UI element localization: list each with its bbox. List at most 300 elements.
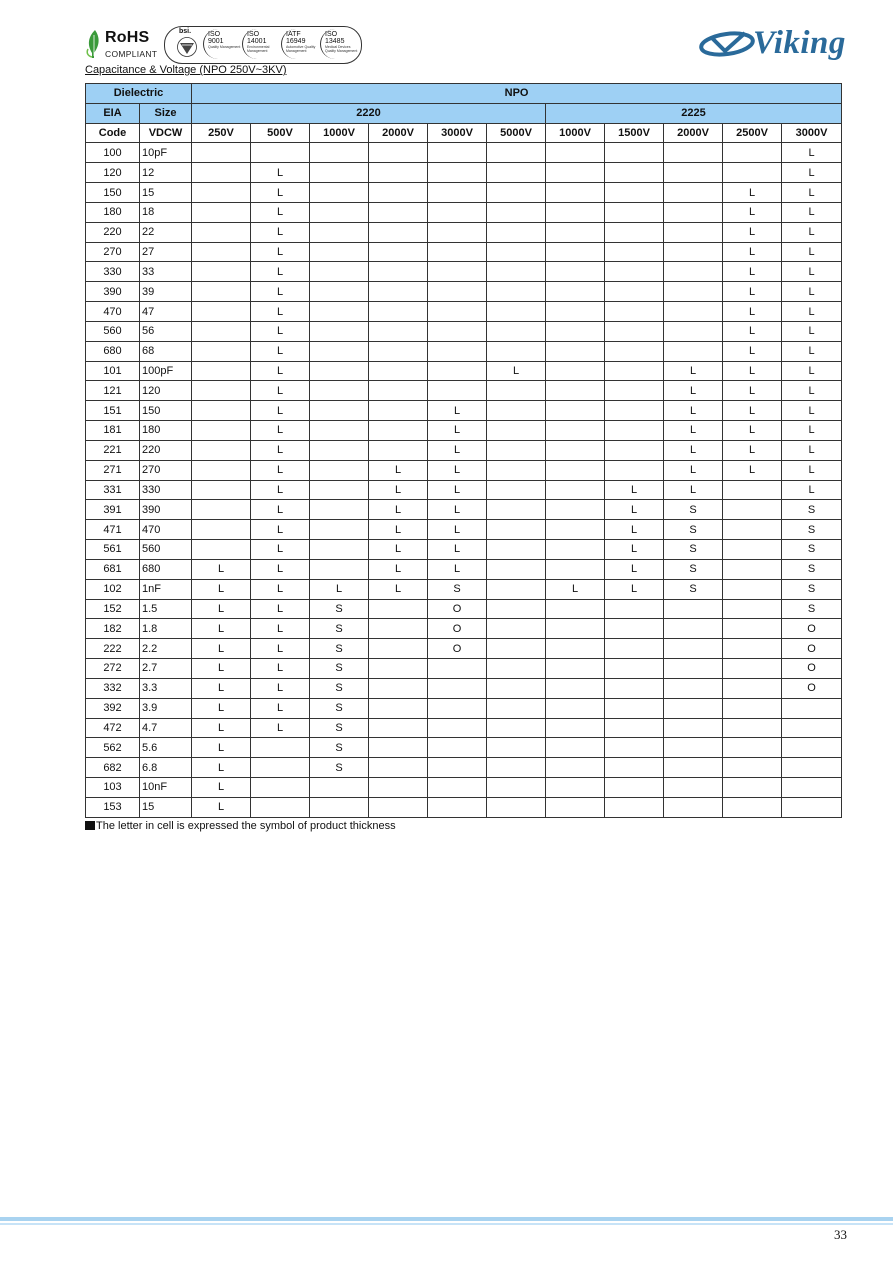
table-row [86, 639, 842, 659]
footer-band [0, 1217, 893, 1221]
thickness-cell [428, 222, 487, 242]
eia-code-cell: 270 [86, 242, 140, 262]
thickness-cell: L [782, 222, 842, 242]
cert-subtitle: Quality Management [208, 45, 241, 49]
thickness-cell [428, 143, 487, 163]
thickness-cell: L [369, 579, 428, 599]
thickness-cell [310, 540, 369, 560]
thickness-cell: L [369, 540, 428, 560]
capacitance-cell: 68 [140, 341, 192, 361]
thickness-cell [546, 460, 605, 480]
thickness-cell: L [664, 381, 723, 401]
thickness-cell: L [782, 202, 842, 222]
leaf-icon [86, 29, 102, 59]
thickness-cell: L [782, 421, 842, 441]
thickness-cell [546, 639, 605, 659]
thickness-cell [369, 639, 428, 659]
cert-subtitle: Automotive Quality Management [286, 45, 316, 53]
eia-code-cell: 100 [86, 143, 140, 163]
thickness-cell [782, 718, 842, 738]
capacitance-cell: 47 [140, 302, 192, 322]
table-row [86, 242, 842, 262]
eia-code-cell: 472 [86, 718, 140, 738]
thickness-cell: S [782, 599, 842, 619]
eia-code-cell: 222 [86, 639, 140, 659]
thickness-cell [546, 738, 605, 758]
table-row [86, 659, 842, 679]
thickness-cell [723, 520, 782, 540]
thickness-cell: S [310, 599, 369, 619]
thickness-cell [369, 262, 428, 282]
capacitance-cell: 330 [140, 480, 192, 500]
thickness-cell [605, 659, 664, 679]
page-header [84, 24, 849, 64]
thickness-cell: L [428, 421, 487, 441]
thickness-cell: L [192, 777, 251, 797]
thickness-cell [605, 222, 664, 242]
thickness-cell: L [428, 460, 487, 480]
thickness-cell: L [192, 639, 251, 659]
thickness-cell: L [428, 500, 487, 520]
thickness-cell [782, 738, 842, 758]
size-2220: 2220 [192, 103, 546, 123]
thickness-cell [310, 440, 369, 460]
thickness-cell [723, 659, 782, 679]
thickness-cell: S [782, 559, 842, 579]
thickness-cell: L [251, 321, 310, 341]
thickness-cell: L [369, 480, 428, 500]
thickness-cell [192, 421, 251, 441]
cert-number: 14001 [247, 38, 267, 45]
thickness-cell: L [251, 599, 310, 619]
capacitance-cell: 33 [140, 262, 192, 282]
vdcw-label: VDCW [140, 123, 192, 143]
voltage-header: 3000V [782, 123, 842, 143]
thickness-cell [723, 500, 782, 520]
thickness-cell: L [251, 421, 310, 441]
thickness-cell [546, 500, 605, 520]
capacitance-cell: 3.9 [140, 698, 192, 718]
capacitance-cell: 100pF [140, 361, 192, 381]
thickness-cell [428, 202, 487, 222]
table-row [86, 163, 842, 183]
voltage-header: 2500V [723, 123, 782, 143]
thickness-cell [664, 659, 723, 679]
voltage-header: 5000V [487, 123, 546, 143]
thickness-cell [664, 678, 723, 698]
thickness-cell [664, 758, 723, 778]
thickness-cell [605, 143, 664, 163]
cert-number: 16949 [286, 38, 306, 45]
thickness-cell [723, 619, 782, 639]
thickness-cell: L [369, 520, 428, 540]
thickness-cell: L [605, 500, 664, 520]
thickness-cell [192, 440, 251, 460]
capacitance-cell: 27 [140, 242, 192, 262]
table-row [86, 460, 842, 480]
capacitance-cell: 15 [140, 183, 192, 203]
thickness-cell [487, 302, 546, 322]
thickness-cell: L [605, 520, 664, 540]
thickness-cell [605, 321, 664, 341]
thickness-cell [782, 777, 842, 797]
thickness-cell [605, 381, 664, 401]
cert-title: ISO [325, 31, 338, 38]
thickness-cell: S [664, 520, 723, 540]
thickness-cell: L [782, 401, 842, 421]
thickness-cell: L [723, 202, 782, 222]
cert-iso-9001 [203, 29, 243, 59]
thickness-cell [605, 341, 664, 361]
thickness-cell: S [782, 540, 842, 560]
thickness-cell [723, 540, 782, 560]
thickness-cell [192, 143, 251, 163]
thickness-cell: L [782, 183, 842, 203]
thickness-cell: S [310, 698, 369, 718]
table-row [86, 619, 842, 639]
thickness-cell [664, 242, 723, 262]
eia-code-cell: 150 [86, 183, 140, 203]
eia-code-cell: 182 [86, 619, 140, 639]
thickness-cell: L [251, 718, 310, 738]
capacitance-voltage-table [85, 83, 842, 818]
thickness-cell [664, 619, 723, 639]
thickness-cell [487, 659, 546, 679]
thickness-cell: L [782, 321, 842, 341]
thickness-cell [546, 678, 605, 698]
table-row [86, 678, 842, 698]
thickness-cell [487, 797, 546, 817]
thickness-cell [605, 698, 664, 718]
viking-logo [699, 25, 849, 63]
thickness-cell: L [369, 460, 428, 480]
voltage-header: 2000V [369, 123, 428, 143]
thickness-cell [487, 698, 546, 718]
thickness-cell: L [192, 797, 251, 817]
voltage-header: 250V [192, 123, 251, 143]
thickness-cell [487, 639, 546, 659]
rohs-badge [84, 27, 164, 61]
thickness-cell: S [782, 500, 842, 520]
thickness-cell [546, 381, 605, 401]
thickness-cell [605, 619, 664, 639]
thickness-cell: L [251, 559, 310, 579]
thickness-cell: L [192, 758, 251, 778]
thickness-cell [546, 163, 605, 183]
thickness-cell [546, 797, 605, 817]
thickness-cell [487, 262, 546, 282]
thickness-cell [605, 718, 664, 738]
thickness-cell [546, 222, 605, 242]
thickness-cell [723, 599, 782, 619]
thickness-cell: L [251, 401, 310, 421]
thickness-cell: L [251, 678, 310, 698]
thickness-cell: L [782, 361, 842, 381]
thickness-cell [251, 143, 310, 163]
thickness-cell [192, 222, 251, 242]
viking-swoosh-icon [699, 29, 757, 59]
thickness-cell: L [192, 599, 251, 619]
thickness-cell: L [251, 202, 310, 222]
table-row [86, 143, 842, 163]
thickness-cell [664, 163, 723, 183]
thickness-cell: L [664, 361, 723, 381]
table-row [86, 321, 842, 341]
thickness-cell [723, 718, 782, 738]
thickness-cell [664, 302, 723, 322]
thickness-cell [546, 659, 605, 679]
thickness-cell [546, 599, 605, 619]
page-title: Capacitance & Voltage (NPO 250V~3KV) [85, 64, 287, 76]
thickness-cell: L [428, 401, 487, 421]
thickness-cell [487, 758, 546, 778]
table-row [86, 262, 842, 282]
thickness-cell: L [723, 183, 782, 203]
eia-code-cell: 330 [86, 262, 140, 282]
thickness-cell [546, 143, 605, 163]
footer-band-light [0, 1223, 893, 1225]
eia-code-cell: 562 [86, 738, 140, 758]
table-row [86, 361, 842, 381]
table-row [86, 797, 842, 817]
eia-code-cell: 271 [86, 460, 140, 480]
thickness-cell [428, 183, 487, 203]
thickness-cell [546, 282, 605, 302]
capacitance-cell: 150 [140, 401, 192, 421]
thickness-cell: L [782, 460, 842, 480]
eia-code-cell: 471 [86, 520, 140, 540]
square-bullet-icon [85, 821, 95, 830]
thickness-cell: S [428, 579, 487, 599]
table-body [86, 143, 842, 817]
thickness-cell [605, 738, 664, 758]
thickness-cell [546, 401, 605, 421]
thickness-cell [369, 202, 428, 222]
thickness-cell [605, 440, 664, 460]
thickness-cell: L [664, 440, 723, 460]
thickness-cell: S [310, 718, 369, 738]
thickness-cell [487, 401, 546, 421]
thickness-cell [546, 242, 605, 262]
cert-subtitle: Environmental Management [247, 45, 270, 53]
thickness-cell [310, 163, 369, 183]
cert-title: IATF [286, 31, 301, 38]
thickness-cell [251, 758, 310, 778]
table-row [86, 777, 842, 797]
thickness-cell: O [782, 639, 842, 659]
thickness-cell [605, 460, 664, 480]
thickness-cell: L [723, 341, 782, 361]
size-2225: 2225 [546, 103, 842, 123]
thickness-cell [723, 480, 782, 500]
thickness-cell [605, 421, 664, 441]
eia-code-cell: 221 [86, 440, 140, 460]
eia-code-cell: 390 [86, 282, 140, 302]
thickness-cell [487, 282, 546, 302]
capacitance-cell: 680 [140, 559, 192, 579]
thickness-cell: L [782, 440, 842, 460]
cert-subtitle: Medical Devices Quality Management [325, 45, 358, 53]
thickness-cell: S [310, 678, 369, 698]
thickness-cell [310, 381, 369, 401]
thickness-cell: L [251, 639, 310, 659]
thickness-cell [723, 777, 782, 797]
footnote [85, 820, 396, 832]
page-number: 33 [834, 1227, 847, 1242]
thickness-cell [487, 421, 546, 441]
thickness-cell: L [251, 282, 310, 302]
thickness-cell [546, 421, 605, 441]
thickness-cell: S [310, 619, 369, 639]
thickness-cell [782, 698, 842, 718]
thickness-cell [723, 698, 782, 718]
thickness-cell: L [251, 242, 310, 262]
thickness-cell [546, 540, 605, 560]
thickness-cell [310, 520, 369, 540]
thickness-cell: L [723, 401, 782, 421]
thickness-cell [192, 500, 251, 520]
thickness-cell: L [428, 520, 487, 540]
voltage-header: 1500V [605, 123, 664, 143]
thickness-cell [723, 678, 782, 698]
thickness-cell [546, 262, 605, 282]
thickness-cell [664, 202, 723, 222]
table-row [86, 341, 842, 361]
thickness-cell: L [251, 579, 310, 599]
thickness-cell [605, 639, 664, 659]
code-label: Code [86, 123, 140, 143]
thickness-cell [428, 738, 487, 758]
table-row [86, 202, 842, 222]
eia-code-cell: 103 [86, 777, 140, 797]
thickness-cell: L [723, 460, 782, 480]
thickness-cell [369, 163, 428, 183]
thickness-cell: L [192, 698, 251, 718]
thickness-cell [369, 678, 428, 698]
thickness-cell [310, 242, 369, 262]
table-row [86, 758, 842, 778]
thickness-cell [605, 599, 664, 619]
thickness-cell [664, 183, 723, 203]
thickness-cell: L [782, 341, 842, 361]
thickness-cell [428, 341, 487, 361]
capacitance-cell: 1nF [140, 579, 192, 599]
thickness-cell: S [310, 738, 369, 758]
cert-iso-13485 [320, 29, 360, 59]
thickness-cell [428, 361, 487, 381]
thickness-cell [546, 777, 605, 797]
capacitance-cell: 12 [140, 163, 192, 183]
thickness-cell [192, 321, 251, 341]
thickness-cell: L [487, 361, 546, 381]
thickness-cell: L [723, 361, 782, 381]
thickness-cell [487, 738, 546, 758]
table-row [86, 401, 842, 421]
thickness-cell [723, 797, 782, 817]
thickness-cell [664, 143, 723, 163]
thickness-cell [546, 718, 605, 738]
eia-code-cell: 561 [86, 540, 140, 560]
thickness-cell: L [251, 500, 310, 520]
eia-code-cell: 331 [86, 480, 140, 500]
eia-code-cell: 470 [86, 302, 140, 322]
brand-name: Viking [753, 25, 846, 61]
table-row [86, 222, 842, 242]
thickness-cell [546, 758, 605, 778]
thickness-cell [428, 242, 487, 262]
capacitance-cell: 180 [140, 421, 192, 441]
thickness-cell: L [251, 480, 310, 500]
thickness-cell [369, 381, 428, 401]
cert-iso-14001 [242, 29, 282, 59]
thickness-cell [310, 500, 369, 520]
thickness-cell [546, 302, 605, 322]
table-row [86, 282, 842, 302]
table-row [86, 302, 842, 322]
thickness-cell [664, 341, 723, 361]
cert-iatf-16949 [281, 29, 321, 59]
thickness-cell [546, 480, 605, 500]
thickness-cell [428, 163, 487, 183]
thickness-cell [664, 797, 723, 817]
thickness-cell: L [251, 183, 310, 203]
thickness-cell [487, 222, 546, 242]
footnote-text: The letter in cell is expressed the symbol of product thickness [96, 820, 396, 832]
thickness-cell: O [428, 619, 487, 639]
thickness-cell [310, 222, 369, 242]
thickness-cell [369, 421, 428, 441]
cert-title: ISO [247, 31, 260, 38]
thickness-cell [487, 440, 546, 460]
thickness-cell [605, 282, 664, 302]
thickness-cell [546, 559, 605, 579]
thickness-cell [664, 698, 723, 718]
thickness-cell: L [605, 579, 664, 599]
thickness-cell: L [251, 520, 310, 540]
capacitance-cell: 1.5 [140, 599, 192, 619]
thickness-cell: L [428, 559, 487, 579]
capacitance-cell: 220 [140, 440, 192, 460]
thickness-cell [369, 222, 428, 242]
thickness-cell: L [546, 579, 605, 599]
thickness-cell [487, 321, 546, 341]
thickness-cell [664, 222, 723, 242]
eia-code-cell: 682 [86, 758, 140, 778]
thickness-cell: L [428, 440, 487, 460]
thickness-cell: L [605, 540, 664, 560]
thickness-cell [664, 262, 723, 282]
capacitance-cell: 120 [140, 381, 192, 401]
thickness-cell: L [251, 619, 310, 639]
thickness-cell [369, 599, 428, 619]
thickness-cell [310, 282, 369, 302]
thickness-cell [546, 183, 605, 203]
capacitance-cell: 18 [140, 202, 192, 222]
thickness-cell [487, 183, 546, 203]
capacitance-cell: 15 [140, 797, 192, 817]
thickness-cell [546, 341, 605, 361]
thickness-cell: L [723, 262, 782, 282]
thickness-cell [487, 579, 546, 599]
thickness-cell [369, 242, 428, 262]
thickness-cell [310, 302, 369, 322]
thickness-cell: S [782, 520, 842, 540]
thickness-cell [310, 559, 369, 579]
thickness-cell [487, 202, 546, 222]
thickness-cell [546, 202, 605, 222]
table-row [86, 520, 842, 540]
thickness-cell: L [251, 698, 310, 718]
